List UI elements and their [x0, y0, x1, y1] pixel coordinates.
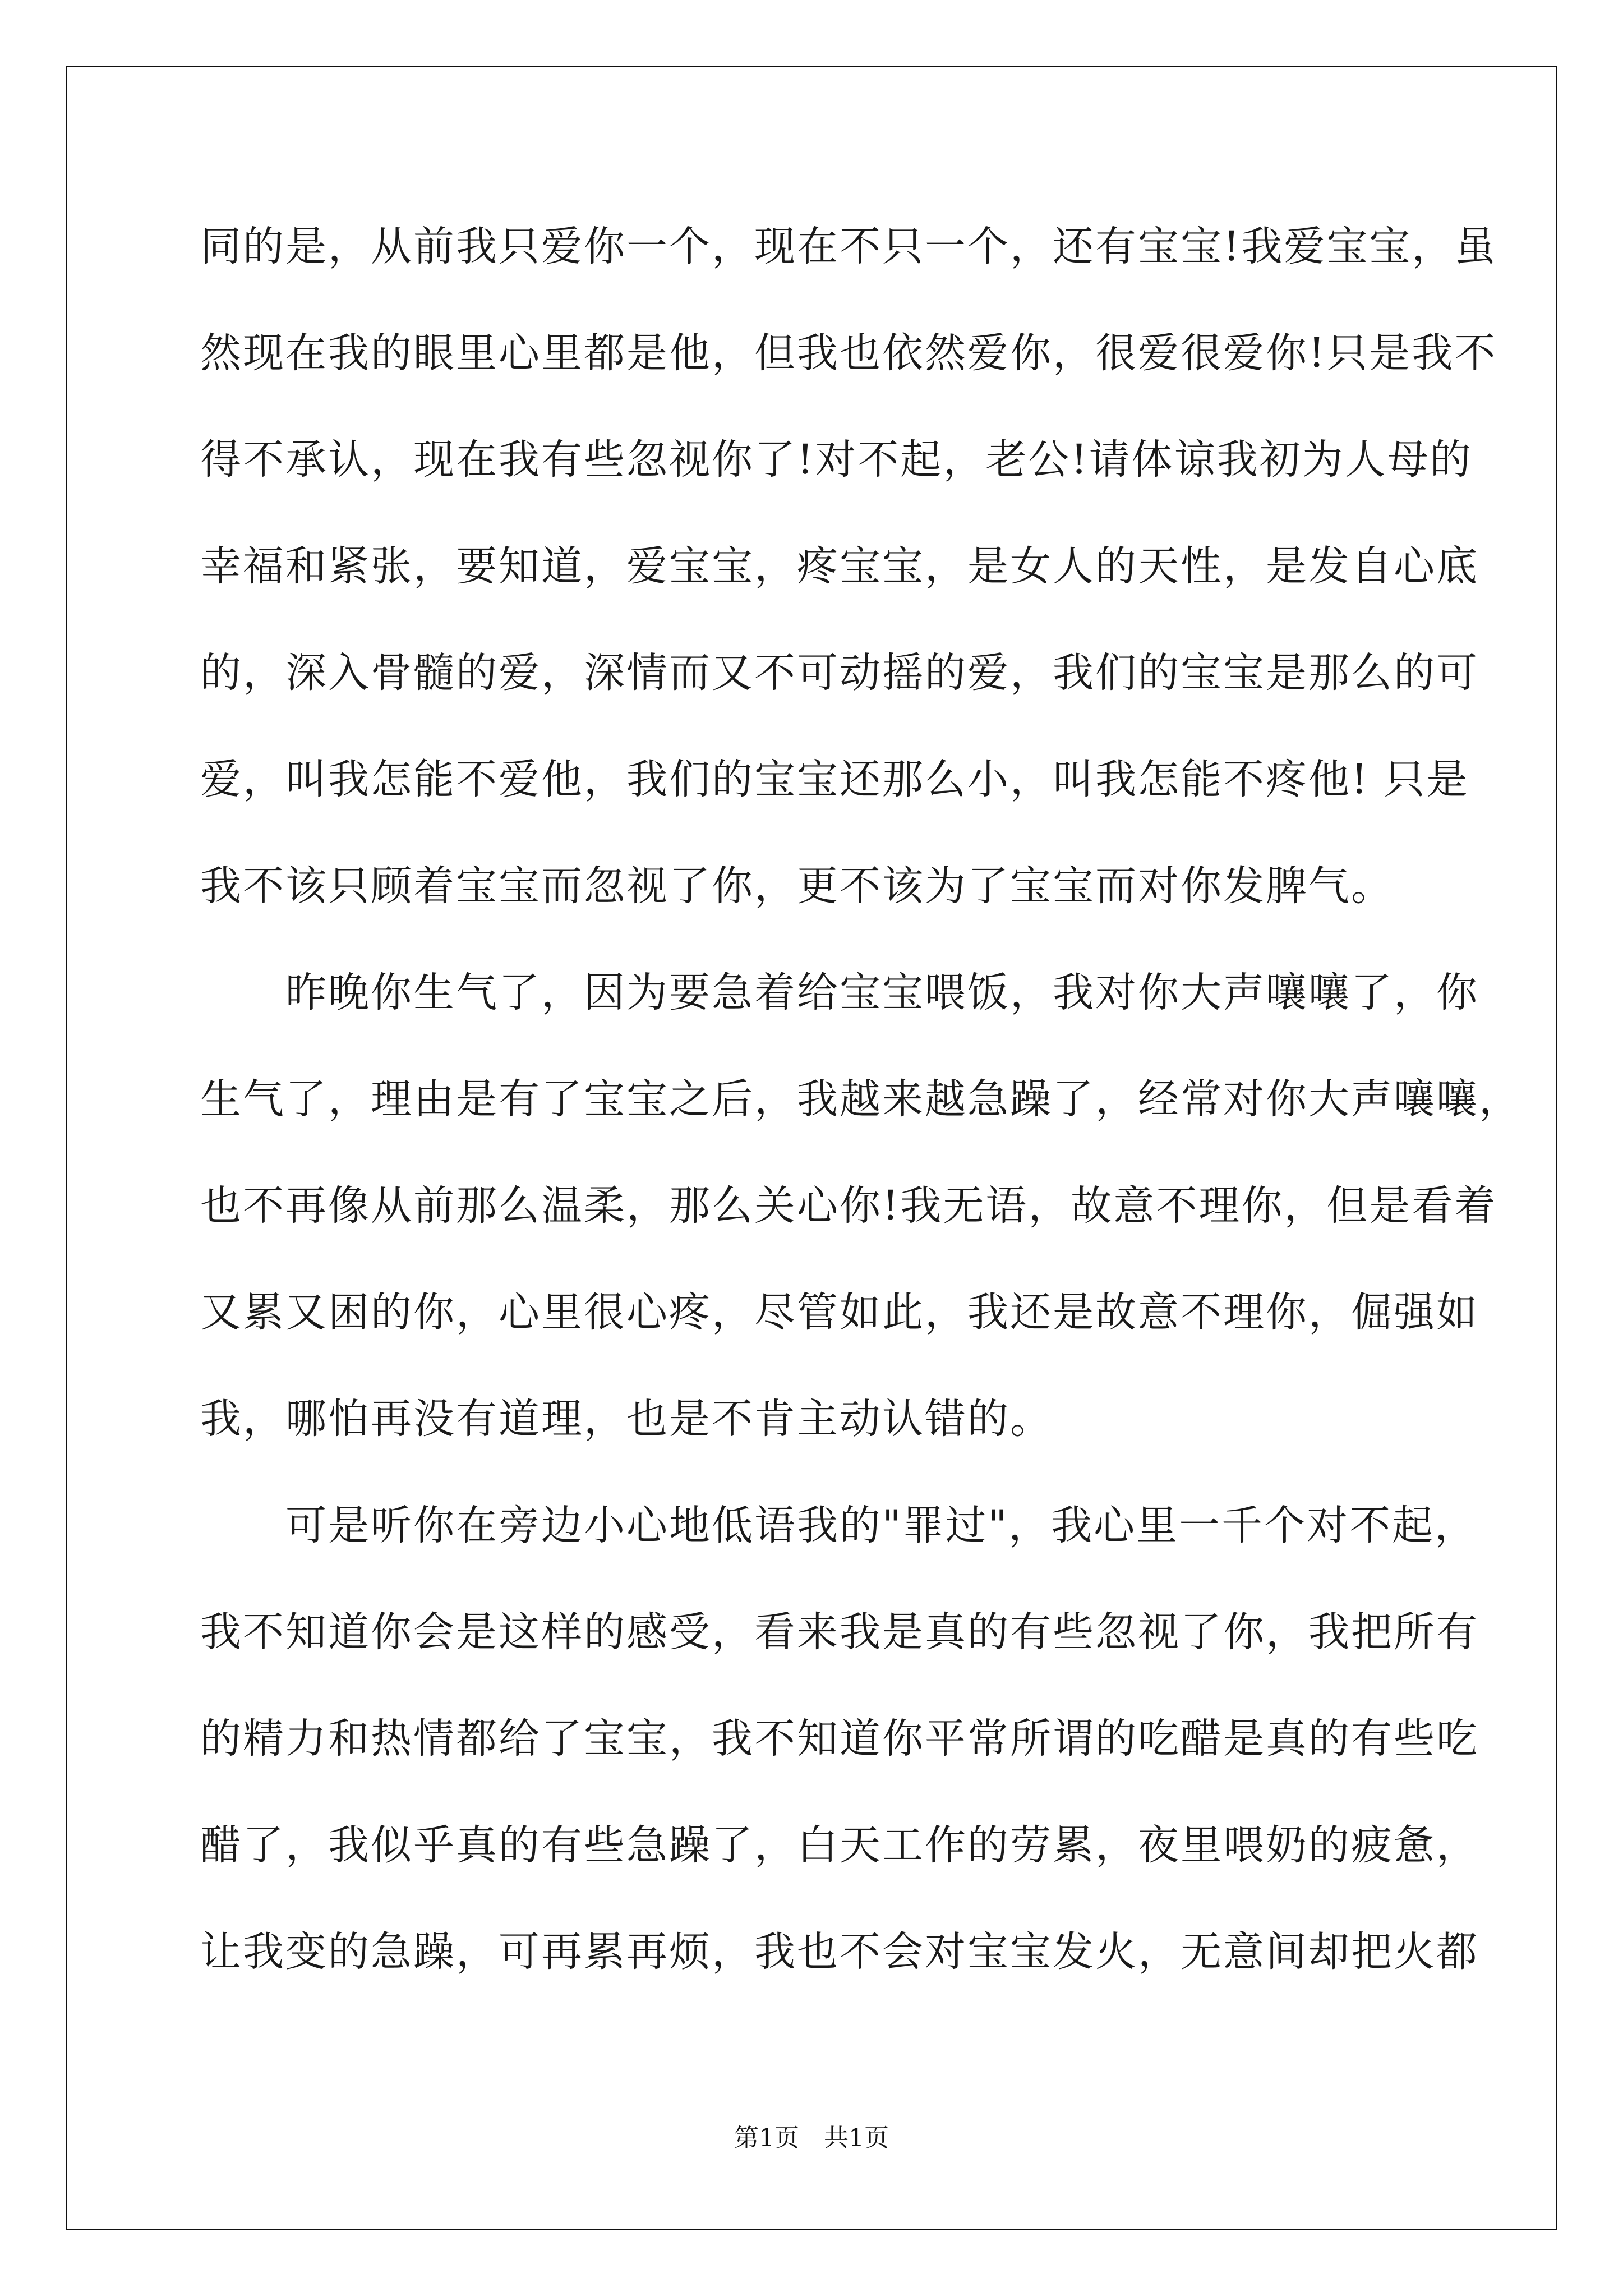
paragraph-start-line: 昨晚你生气了，因为要急着给宝宝喂饭，我对你大声嚷嚷了，你: [200, 969, 1479, 1016]
text-line: 幸福和紧张，要知道，爱宝宝，疼宝宝，是女人的天性，是发自心底: [200, 542, 1479, 590]
text-line: 我不知道你会是这样的感受，看来我是真的有些忽视了你，我把所有: [200, 1608, 1479, 1656]
text-line: 的精力和热情都给了宝宝，我不知道你平常所谓的吃醋是真的有些吃: [200, 1715, 1479, 1763]
page-number-footer: 第1页 共1页: [734, 2124, 889, 2152]
text-line: 我不该只顾着宝宝而忽视了你，更不该为了宝宝而对你发脾气。: [200, 862, 1394, 910]
paragraph-start-line: 可是听你在旁边小心地低语我的"罪过"，我心里一千个对不起，: [200, 1502, 1478, 1549]
text-line: 得不承认，现在我有些忽视你了!对不起，老公!请体谅我初为人母的: [200, 436, 1473, 484]
text-line: 也不再像从前那么温柔，那么关心你!我无语，故意不理你，但是看着: [200, 1182, 1497, 1230]
text-line: 醋了，我似乎真的有些急躁了，白天工作的劳累，夜里喂奶的疲惫，: [200, 1821, 1479, 1869]
page-border: [66, 66, 1557, 2230]
text-line: 同的是，从前我只爱你一个，现在不只一个，还有宝宝!我爱宝宝，虽: [200, 223, 1497, 270]
text-line: 让我变的急躁，可再累再烦，我也不会对宝宝发火，无意间却把火都: [200, 1928, 1479, 1976]
text-line: 又累又困的你，心里很心疼，尽管如此，我还是故意不理你，倔强如: [200, 1289, 1479, 1336]
text-line: 的，深入骨髓的爱，深情而又不可动摇的爱，我们的宝宝是那么的可: [200, 649, 1479, 697]
text-line: 爱，叫我怎能不爱他，我们的宝宝还那么小，叫我怎能不疼他! 只是: [200, 756, 1469, 803]
text-line: 我，哪怕再没有道理，也是不肯主动认错的。: [200, 1395, 1053, 1443]
text-line: 然现在我的眼里心里都是他，但我也依然爱你，很爱很爱你!只是我不: [200, 329, 1497, 377]
text-line: 生气了，理由是有了宝宝之后，我越来越急躁了，经常对你大声嚷嚷，: [200, 1075, 1521, 1123]
